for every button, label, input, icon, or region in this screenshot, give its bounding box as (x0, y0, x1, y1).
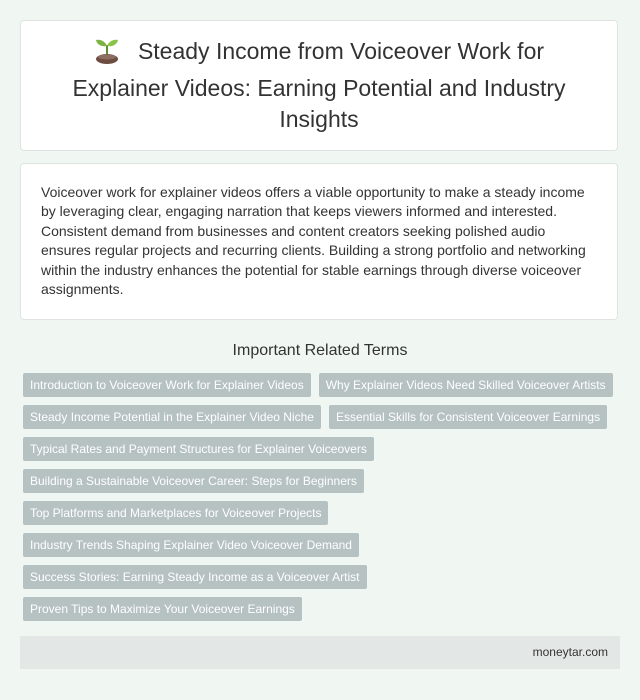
related-term-tag[interactable]: Industry Trends Shaping Explainer Video Voiceover Demand (23, 533, 359, 557)
footer-site-link[interactable]: moneytar.com (532, 645, 608, 659)
related-term-tag[interactable]: Why Explainer Videos Need Skilled Voiceover Artists (319, 373, 613, 397)
related-term-tag[interactable]: Essential Skills for Consistent Voiceover Earnings (329, 405, 607, 429)
related-term-tag[interactable]: Building a Sustainable Voiceover Career: Steps for Beginners (23, 469, 364, 493)
related-term-tag[interactable]: Introduction to Voiceover Work for Explainer Videos (23, 373, 311, 397)
related-terms-list (23, 373, 623, 621)
summary-card (20, 163, 618, 320)
page-title-text: Steady Income from Voiceover Work for Explainer Videos: Earning Potential and Industry Insights (72, 38, 566, 132)
related-term-tag[interactable]: Success Stories: Earning Steady Income as a Voiceover Artist (23, 565, 367, 589)
related-term-tag[interactable]: Typical Rates and Payment Structures for Explainer Voiceovers (23, 437, 374, 461)
page-title (49, 36, 589, 135)
sprout-icon (94, 37, 120, 73)
footer (20, 636, 620, 669)
summary-text: Voiceover work for explainer videos offers a viable opportunity to make a steady income by leveraging clear, engaging narration that keeps viewers informed and interested. Consistent demand from businesses and content creators seeking polished audio ensures regular projects and recurring clients. Building a strong portfolio and networking within the industry enhances the potential for stable earnings through diverse voiceover assignments. (41, 184, 586, 298)
related-term-tag[interactable]: Proven Tips to Maximize Your Voiceover Earnings (23, 597, 302, 621)
related-terms-heading: Important Related Terms (232, 342, 408, 359)
related-term-tag[interactable]: Top Platforms and Marketplaces for Voiceover Projects (23, 501, 328, 525)
title-card (20, 20, 618, 151)
related-term-tag[interactable]: Steady Income Potential in the Explainer Video Niche (23, 405, 321, 429)
